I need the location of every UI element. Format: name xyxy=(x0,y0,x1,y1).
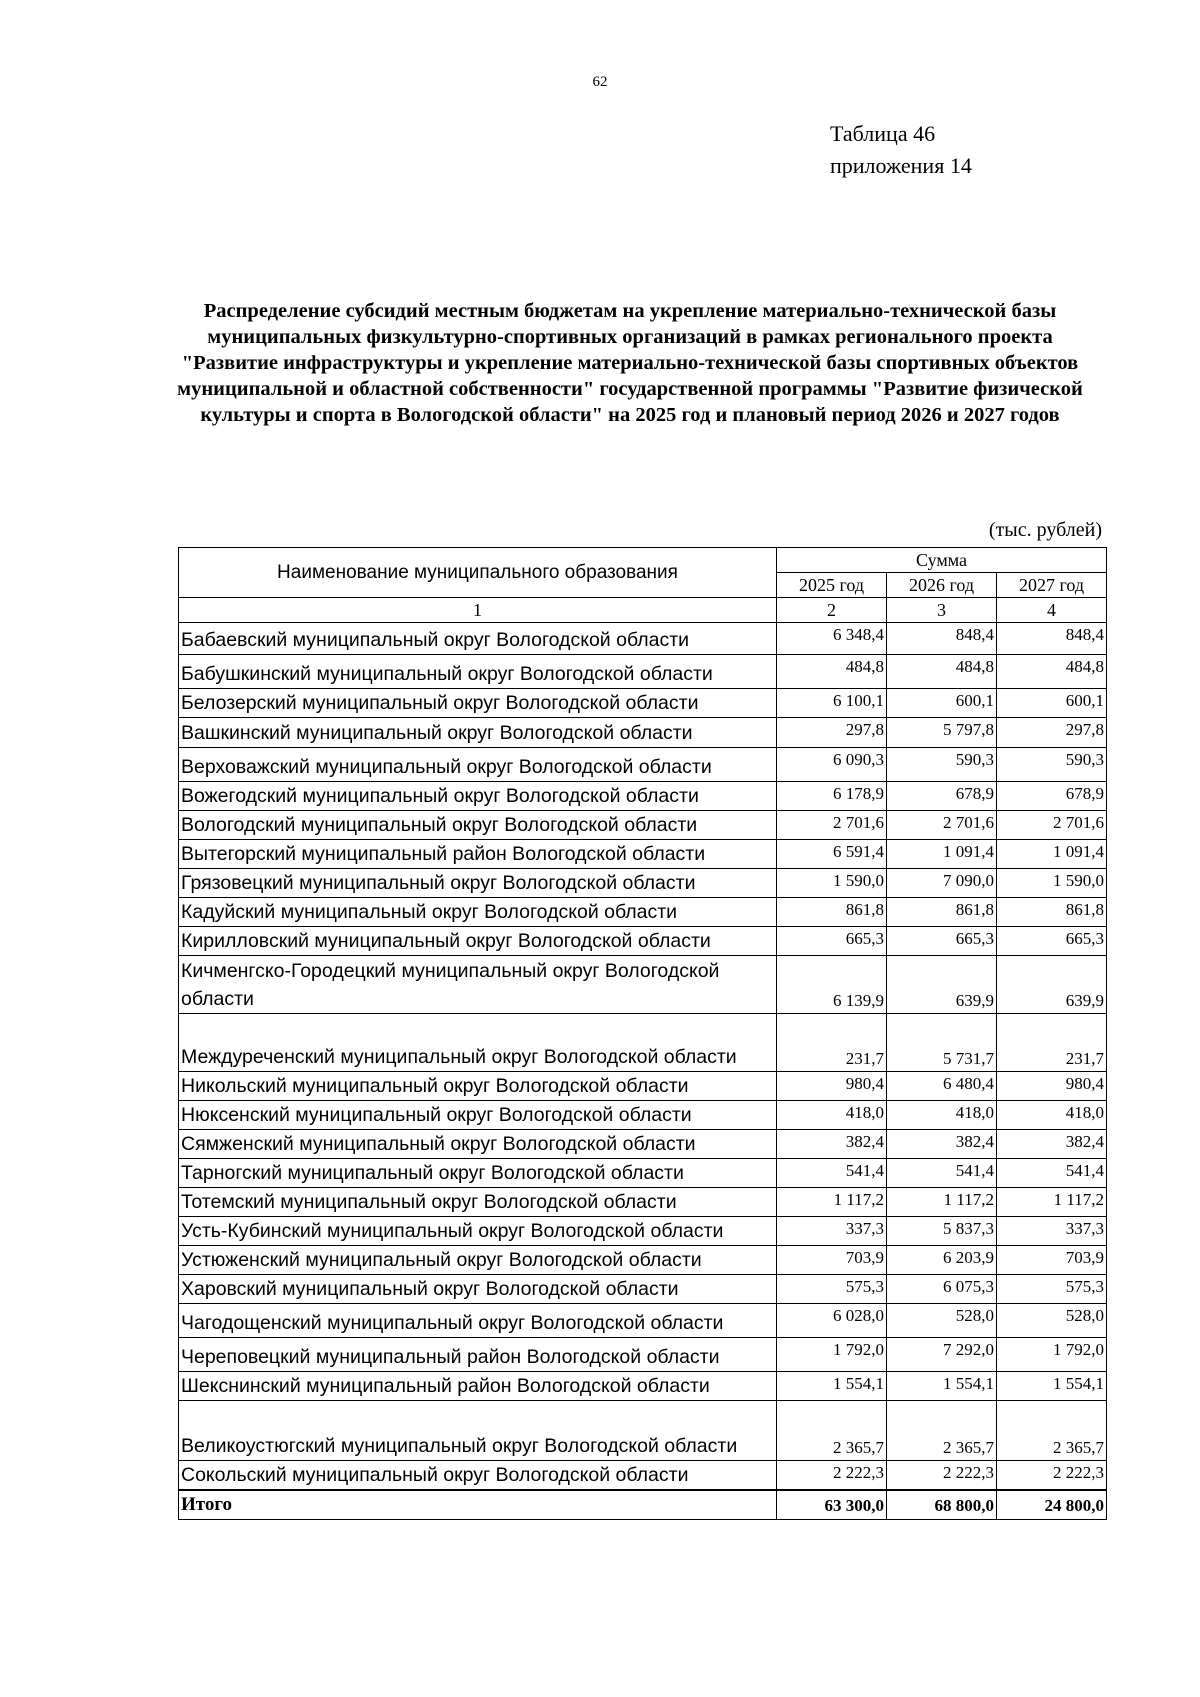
value-2025: 382,4 xyxy=(777,1130,887,1159)
column-number-4: 4 xyxy=(997,598,1107,623)
header-year-2026: 2026 год xyxy=(887,573,997,598)
table-row xyxy=(179,840,1107,869)
value-2027: 861,8 xyxy=(997,898,1107,927)
municipality-name: Бабушкинский муниципальный округ Вологодской области xyxy=(179,655,777,689)
value-2027: 2 222,3 xyxy=(997,1461,1107,1491)
value-2026: 484,8 xyxy=(887,655,997,689)
table-row xyxy=(179,782,1107,811)
document-title: Распределение субсидий местным бюджетам на укрепление материально-технической базы муниципальных физкультурно-спортивных организаций в рамках регионального проекта "Развитие инфраструктуры и укрепление материально-технической базы спортивных объектов муниципальной и областной собственности" государственной программы "Развитие физической культуры и спорта в Вологодской области" на 2025 год и плановый период 2026 и 2027 годов xyxy=(177,300,1083,426)
total-row xyxy=(179,1490,1107,1520)
appendix-number: приложения 14 xyxy=(830,153,972,178)
value-2025: 1 554,1 xyxy=(777,1372,887,1401)
table-row xyxy=(179,1101,1107,1130)
table-row xyxy=(179,1246,1107,1275)
value-2027: 639,9 xyxy=(997,956,1107,1014)
value-2025: 1 792,0 xyxy=(777,1338,887,1372)
table-row xyxy=(179,1304,1107,1338)
municipality-name: Устюженский муниципальный округ Вологодской области xyxy=(179,1246,777,1275)
total-label: Итого xyxy=(179,1490,777,1520)
value-2027: 703,9 xyxy=(997,1246,1107,1275)
municipality-name: Нюксенский муниципальный округ Вологодской области xyxy=(179,1101,777,1130)
value-2026: 2 365,7 xyxy=(887,1401,997,1461)
value-2027: 678,9 xyxy=(997,782,1107,811)
table-row xyxy=(179,1275,1107,1304)
value-2026: 848,4 xyxy=(887,623,997,655)
value-2027: 665,3 xyxy=(997,927,1107,956)
value-2025: 484,8 xyxy=(777,655,887,689)
table-row xyxy=(179,689,1107,718)
value-2026: 678,9 xyxy=(887,782,997,811)
value-2025: 6 178,9 xyxy=(777,782,887,811)
value-2026: 590,3 xyxy=(887,748,997,782)
table-body xyxy=(179,623,1107,1491)
value-2025: 2 222,3 xyxy=(777,1461,887,1491)
municipality-name: Бабаевский муниципальный округ Вологодской области xyxy=(179,623,777,655)
units-label: (тыс. рублей) xyxy=(988,519,1102,541)
value-2025: 337,3 xyxy=(777,1217,887,1246)
municipality-name: Грязовецкий муниципальный округ Вологодской области xyxy=(179,869,777,898)
value-2027: 382,4 xyxy=(997,1130,1107,1159)
municipality-name: Кичменгско-Городецкий муниципальный округ Вологодской области xyxy=(179,956,777,1014)
table-row xyxy=(179,1461,1107,1491)
value-2026: 665,3 xyxy=(887,927,997,956)
value-2026: 1 091,4 xyxy=(887,840,997,869)
table-row xyxy=(179,1338,1107,1372)
column-number-2: 2 xyxy=(777,598,887,623)
municipality-name: Вытегорский муниципальный район Вологодской области xyxy=(179,840,777,869)
page-number: 62 xyxy=(592,74,608,90)
value-2027: 2 701,6 xyxy=(997,811,1107,840)
value-2027: 418,0 xyxy=(997,1101,1107,1130)
value-2025: 541,4 xyxy=(777,1159,887,1188)
table-row xyxy=(179,811,1107,840)
value-2026: 541,4 xyxy=(887,1159,997,1188)
value-2027: 980,4 xyxy=(997,1072,1107,1101)
subsidy-table xyxy=(178,547,1107,1520)
value-2026: 418,0 xyxy=(887,1101,997,1130)
table-row xyxy=(179,655,1107,689)
table-row xyxy=(179,956,1107,1014)
table-row xyxy=(179,927,1107,956)
value-2026: 6 203,9 xyxy=(887,1246,997,1275)
value-2025: 703,9 xyxy=(777,1246,887,1275)
municipality-name: Великоустюгский муниципальный округ Вологодской области xyxy=(179,1401,777,1461)
table-row xyxy=(179,1372,1107,1401)
value-2027: 1 117,2 xyxy=(997,1188,1107,1217)
municipality-name: Чагодощенский муниципальный округ Вологодской области xyxy=(179,1304,777,1338)
value-2027: 1 792,0 xyxy=(997,1338,1107,1372)
value-2025: 418,0 xyxy=(777,1101,887,1130)
municipality-name: Вологодский муниципальный округ Вологодской области xyxy=(179,811,777,840)
value-2027: 528,0 xyxy=(997,1304,1107,1338)
table-row xyxy=(179,718,1107,748)
value-2026: 861,8 xyxy=(887,898,997,927)
value-2027: 541,4 xyxy=(997,1159,1107,1188)
table-row xyxy=(179,1014,1107,1072)
table-row xyxy=(179,748,1107,782)
value-2027: 1 554,1 xyxy=(997,1372,1107,1401)
table-reference xyxy=(830,118,972,182)
municipality-name: Тотемский муниципальный округ Вологодской области xyxy=(179,1188,777,1217)
value-2026: 639,9 xyxy=(887,956,997,1014)
value-2026: 5 837,3 xyxy=(887,1217,997,1246)
total-2026: 68 800,0 xyxy=(887,1490,997,1520)
value-2026: 6 075,3 xyxy=(887,1275,997,1304)
value-2026: 1 117,2 xyxy=(887,1188,997,1217)
municipality-name: Усть-Кубинский муниципальный округ Вологодской области xyxy=(179,1217,777,1246)
municipality-name: Сямженский муниципальный округ Вологодской области xyxy=(179,1130,777,1159)
table-row xyxy=(179,1072,1107,1101)
value-2027: 297,8 xyxy=(997,718,1107,748)
value-2026: 5 731,7 xyxy=(887,1014,997,1072)
table-number: Таблица 46 xyxy=(830,121,936,146)
value-2026: 1 554,1 xyxy=(887,1372,997,1401)
municipality-name: Вашкинский муниципальный округ Вологодской области xyxy=(179,718,777,748)
table-row xyxy=(179,869,1107,898)
municipality-name: Верховажский муниципальный округ Вологодской области xyxy=(179,748,777,782)
municipality-name: Кадуйский муниципальный округ Вологодской области xyxy=(179,898,777,927)
column-number-3: 3 xyxy=(887,598,997,623)
table-row xyxy=(179,1188,1107,1217)
value-2026: 528,0 xyxy=(887,1304,997,1338)
value-2025: 6 591,4 xyxy=(777,840,887,869)
value-2027: 1 590,0 xyxy=(997,869,1107,898)
table-row xyxy=(179,623,1107,655)
value-2025: 6 100,1 xyxy=(777,689,887,718)
value-2027: 231,7 xyxy=(997,1014,1107,1072)
municipality-name: Череповецкий муниципальный район Вологодской области xyxy=(179,1338,777,1372)
value-2026: 600,1 xyxy=(887,689,997,718)
value-2025: 6 348,4 xyxy=(777,623,887,655)
municipality-name: Шекснинский муниципальный район Вологодской области xyxy=(179,1372,777,1401)
value-2025: 861,8 xyxy=(777,898,887,927)
value-2025: 6 139,9 xyxy=(777,956,887,1014)
municipality-name: Сокольский муниципальный округ Вологодской области xyxy=(179,1461,777,1491)
header-name: Наименование муниципального образования xyxy=(179,548,777,598)
value-2027: 337,3 xyxy=(997,1217,1107,1246)
value-2027: 1 091,4 xyxy=(997,840,1107,869)
municipality-name: Междуреченский муниципальный округ Вологодской области xyxy=(179,1014,777,1072)
value-2027: 2 365,7 xyxy=(997,1401,1107,1461)
total-2025: 63 300,0 xyxy=(777,1490,887,1520)
value-2026: 5 797,8 xyxy=(887,718,997,748)
municipality-name: Кирилловский муниципальный округ Вологодской области xyxy=(179,927,777,956)
value-2025: 980,4 xyxy=(777,1072,887,1101)
municipality-name: Харовский муниципальный округ Вологодской области xyxy=(179,1275,777,1304)
value-2026: 2 701,6 xyxy=(887,811,997,840)
value-2025: 1 590,0 xyxy=(777,869,887,898)
total-2027: 24 800,0 xyxy=(997,1490,1107,1520)
header-year-2027: 2027 год xyxy=(997,573,1107,598)
value-2025: 2 701,6 xyxy=(777,811,887,840)
value-2025: 297,8 xyxy=(777,718,887,748)
value-2025: 665,3 xyxy=(777,927,887,956)
municipality-name: Белозерский муниципальный округ Вологодской области xyxy=(179,689,777,718)
value-2025: 1 117,2 xyxy=(777,1188,887,1217)
municipality-name: Тарногский муниципальный округ Вологодской области xyxy=(179,1159,777,1188)
value-2026: 2 222,3 xyxy=(887,1461,997,1491)
value-2025: 6 028,0 xyxy=(777,1304,887,1338)
table-row xyxy=(179,1159,1107,1188)
value-2027: 590,3 xyxy=(997,748,1107,782)
value-2026: 6 480,4 xyxy=(887,1072,997,1101)
value-2027: 484,8 xyxy=(997,655,1107,689)
value-2026: 7 090,0 xyxy=(887,869,997,898)
table-row xyxy=(179,1401,1107,1461)
value-2026: 7 292,0 xyxy=(887,1338,997,1372)
value-2027: 848,4 xyxy=(997,623,1107,655)
value-2027: 600,1 xyxy=(997,689,1107,718)
value-2026: 382,4 xyxy=(887,1130,997,1159)
value-2025: 231,7 xyxy=(777,1014,887,1072)
table-row xyxy=(179,1217,1107,1246)
table-row xyxy=(179,898,1107,927)
header-sum: Сумма xyxy=(777,548,1107,573)
value-2025: 6 090,3 xyxy=(777,748,887,782)
table-row xyxy=(179,1130,1107,1159)
header-year-2025: 2025 год xyxy=(777,573,887,598)
municipality-name: Вожегодский муниципальный округ Вологодской области xyxy=(179,782,777,811)
value-2025: 2 365,7 xyxy=(777,1401,887,1461)
municipality-name: Никольский муниципальный округ Вологодской области xyxy=(179,1072,777,1101)
value-2025: 575,3 xyxy=(777,1275,887,1304)
value-2027: 575,3 xyxy=(997,1275,1107,1304)
column-number-1: 1 xyxy=(179,598,777,623)
